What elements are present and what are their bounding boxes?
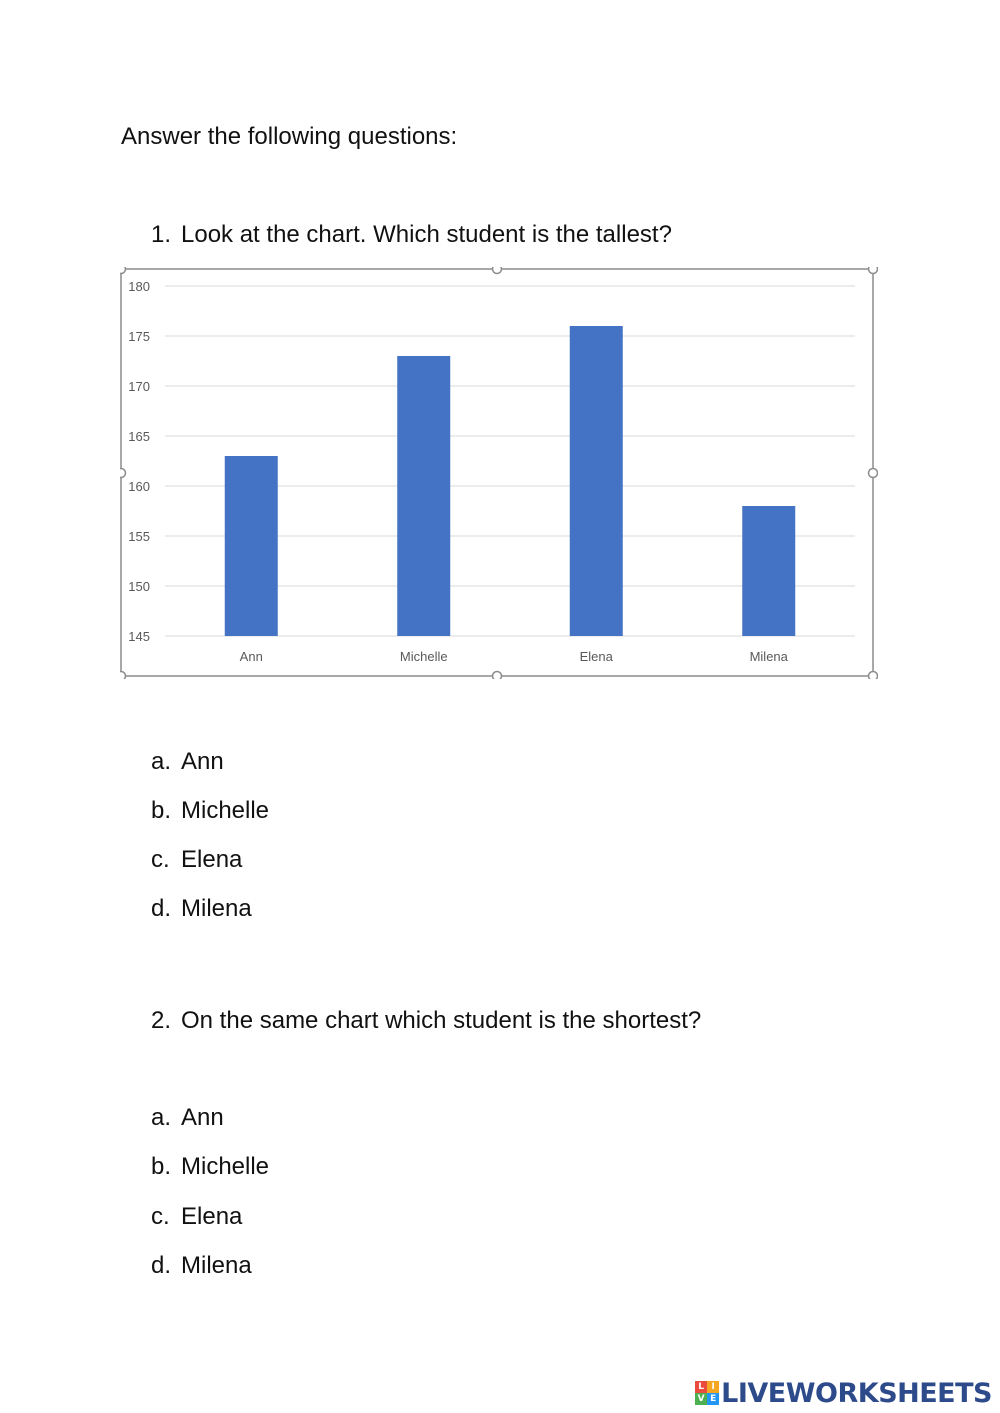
liveworksheets-logo bbox=[695, 1377, 992, 1409]
bar-milena bbox=[742, 506, 795, 636]
y-tick-label: 165 bbox=[128, 429, 150, 444]
question-2 bbox=[151, 1006, 701, 1036]
question-1-option-b[interactable] bbox=[151, 796, 269, 826]
logo-mark-letter: E bbox=[707, 1393, 719, 1405]
selection-handle bbox=[493, 267, 502, 274]
option-text: Ann bbox=[181, 1104, 224, 1131]
x-tick-label: Milena bbox=[749, 649, 788, 664]
option-text: Ann bbox=[181, 748, 224, 775]
x-tick-label: Michelle bbox=[399, 649, 448, 664]
y-tick-label: 155 bbox=[128, 529, 150, 544]
option-letter: c. bbox=[151, 1203, 170, 1230]
selection-handle bbox=[869, 469, 878, 478]
selection-handle bbox=[120, 267, 126, 274]
bar-michelle bbox=[397, 356, 450, 636]
logo-mark-letter: I bbox=[707, 1381, 719, 1393]
bar-elena bbox=[570, 326, 623, 636]
option-letter: c. bbox=[151, 846, 170, 873]
selection-handle bbox=[120, 469, 126, 478]
option-text: Michelle bbox=[181, 1153, 270, 1180]
y-tick-label: 170 bbox=[128, 379, 150, 394]
selection-handle bbox=[493, 672, 502, 680]
x-tick-label: Elena bbox=[579, 649, 613, 664]
option-text: Milena bbox=[181, 895, 252, 922]
question-1-text: Look at the chart. Which student is the tallest? bbox=[181, 221, 672, 248]
option-text: Michelle bbox=[181, 797, 270, 824]
question-1-option-c[interactable] bbox=[151, 845, 242, 875]
option-letter: b. bbox=[151, 1153, 172, 1180]
chart-svg bbox=[120, 267, 878, 679]
instruction-text: Answer the following questions: bbox=[121, 123, 458, 150]
question-2-number: 2. bbox=[151, 1007, 172, 1034]
question-2-option-b[interactable] bbox=[151, 1152, 269, 1182]
liveworksheets-logo-icon bbox=[695, 1381, 719, 1405]
question-2-option-d[interactable] bbox=[151, 1251, 252, 1281]
logo-mark-letter: L bbox=[695, 1381, 707, 1393]
option-letter: a. bbox=[151, 748, 172, 775]
question-1-number: 1. bbox=[151, 221, 172, 248]
selection-handle bbox=[869, 267, 878, 274]
height-bar-chart bbox=[120, 267, 878, 679]
option-letter: a. bbox=[151, 1104, 172, 1131]
y-tick-label: 175 bbox=[128, 329, 150, 344]
question-2-option-a[interactable] bbox=[151, 1103, 224, 1133]
option-text: Milena bbox=[181, 1252, 252, 1279]
y-tick-label: 145 bbox=[128, 629, 150, 644]
y-tick-label: 150 bbox=[128, 579, 150, 594]
option-text: Elena bbox=[181, 1203, 243, 1230]
selection-handle bbox=[869, 672, 878, 680]
selection-handle bbox=[120, 672, 126, 680]
y-tick-label: 160 bbox=[128, 479, 150, 494]
question-1-option-d[interactable] bbox=[151, 894, 252, 924]
x-tick-label: Ann bbox=[239, 649, 263, 664]
logo-mark-letter: V bbox=[695, 1393, 707, 1405]
option-letter: d. bbox=[151, 895, 172, 922]
y-tick-label: 180 bbox=[128, 279, 150, 294]
option-letter: d. bbox=[151, 1252, 172, 1279]
question-1-option-a[interactable] bbox=[151, 747, 224, 777]
question-2-option-c[interactable] bbox=[151, 1202, 242, 1232]
question-1 bbox=[151, 220, 672, 250]
logo-text: LIVEWORKSHEETS bbox=[721, 1377, 992, 1409]
question-2-text: On the same chart which student is the shortest? bbox=[181, 1007, 702, 1034]
option-letter: b. bbox=[151, 797, 172, 824]
option-text: Elena bbox=[181, 846, 243, 873]
bar-ann bbox=[225, 456, 278, 636]
